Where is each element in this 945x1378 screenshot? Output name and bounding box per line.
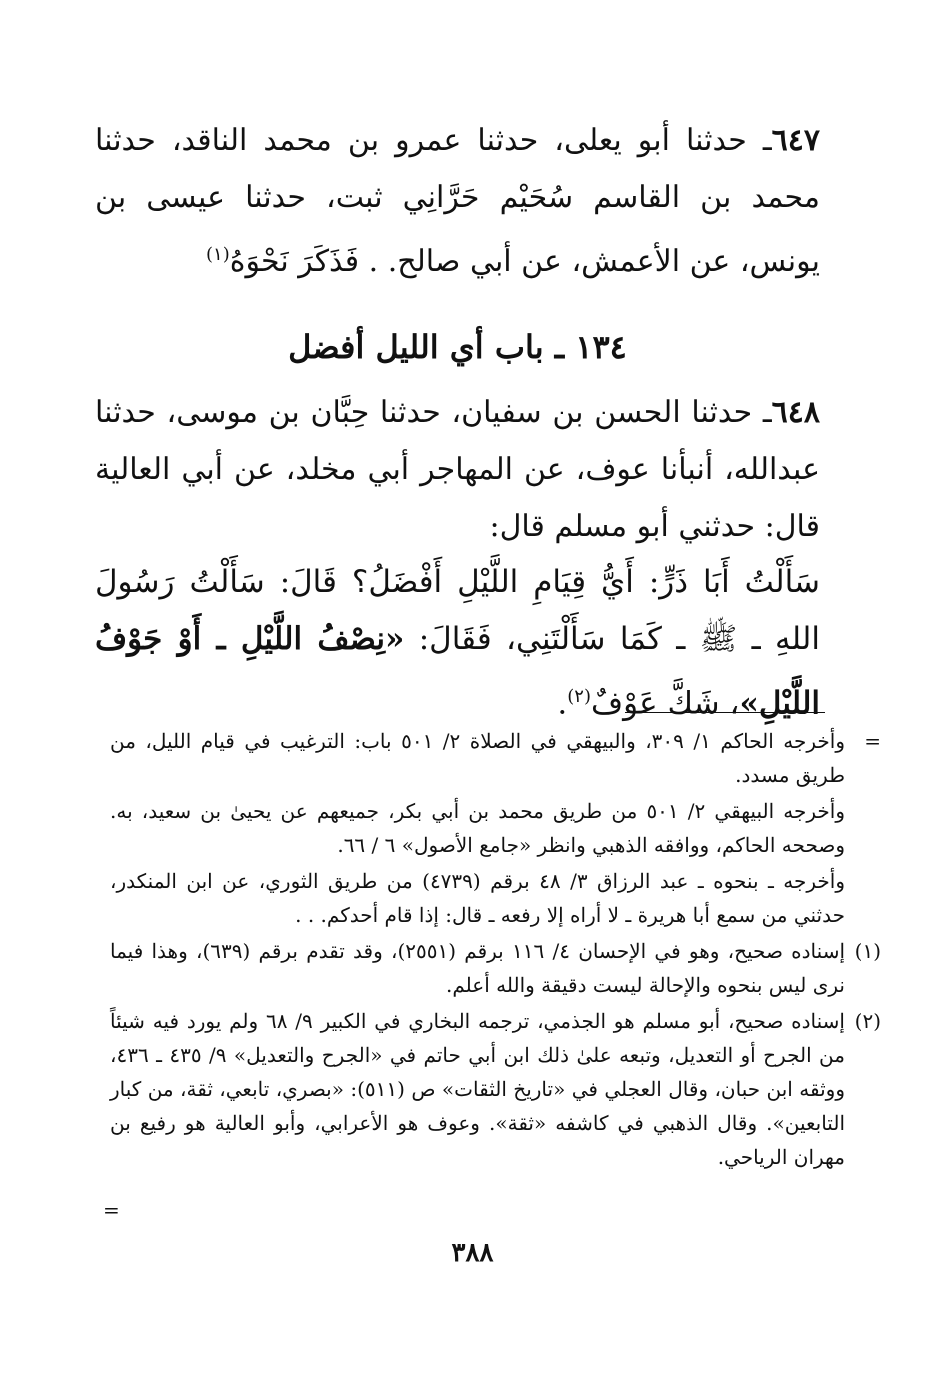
footnote-text: إسناده صحيح، وهو في الإحسان ٤/ ١١٦ برقم (٢٥٥١)، وقد تقدم برقم (٦٣٩)، وهذا فيما نرى ليس بنحوه والإحالة ليست دقيقة والله أعلم. (110, 939, 846, 997)
quote-prophet-words: «نِصْفُ اللَّيْلِ ـ أَوْ جَوْفُ اللَّيْلِ» (95, 621, 820, 722)
footnotes (110, 724, 881, 1176)
footnote-2 (110, 1004, 881, 1174)
page-number: ٣٨٨ (451, 1238, 494, 1268)
footnote-continuation-3 (110, 864, 845, 932)
quote-period: . (557, 685, 568, 722)
footnote-ref-2[interactable]: (٢) (567, 686, 591, 707)
footnote-1-mark: (١) (854, 939, 881, 963)
continuation-mark: = (864, 729, 881, 753)
hadith-647 (95, 112, 820, 290)
hadith-number: ٦٤٨ (771, 395, 820, 430)
footnote-continuation-2 (110, 794, 845, 862)
footnote-ref-1[interactable]: (١) (206, 244, 230, 265)
hadith-number: ٦٤٧ (771, 123, 820, 158)
footnote-text: وأخرجه البيهقي ٢/ ٥٠١ من طريق محمد بن أبي بكر، جميعهم عن يحيىٰ بن سعيد، به. وصححه الحاكم، ووافقه الذهبي وانظر «جامع الأصول» ٦ / ٦٦. (110, 799, 845, 857)
footnote-text: إسناده صحيح، أبو مسلم هو الجذمي، ترجمه البخاري في الكبير ٩/ ٦٨ ولم يورد فيه شيئاً من الجرح أو التعديل، وتبعه علىٰ ذلك ابن أبي حاتم في «الجرح والتعديل» ٩/ ٤٣٥ ـ ٤٣٦، ووثقه ابن حبان، وقال العجلي في «تاريخ الثقات» ص (٥١١): «بصري، تابعي، ثقة، من كبار التابعين». وقال الذهبي في كاشفه «ثقة». وعوف هو الأعرابي، وأبو العالية هو رفيع بن مهران الرياحي. (110, 1009, 845, 1169)
continues-mark: = (103, 1198, 120, 1222)
footnote-continuation-1 (110, 724, 881, 792)
footnote-2-mark: (٢) (854, 1009, 881, 1033)
hadith-text: ـ حدثنا أبو يعلى، حدثنا عمرو بن محمد الناقد، حدثنا محمد بن القاسم سُحَيْم حَرَّانِي ثبت، حدثنا عيسى بن يونس، عن الأعمش، عن أبي صالح. . فَذَكَرَ نَحْوَهُ (95, 123, 820, 279)
hadith-648-quote (95, 554, 820, 732)
footnote-divider (625, 712, 825, 713)
footnote-1 (110, 934, 881, 1002)
footnote-text: وأخرجه ـ بنحوه ـ عبد الرزاق ٣/ ٤٨ برقم (٤٧٣٩) من طريق الثوري، عن ابن المنكدر، حدثني من سمع أبا هريرة ـ لا أراه إلا رفعه ـ قال: إذا قام أحدكم. . . (110, 869, 845, 927)
chapter-title: ١٣٤ ـ باب أي الليل أفضل (288, 328, 627, 366)
quote-text-end: ، شَكَّ عَوْفٌ (591, 685, 740, 722)
hadith-text: ـ حدثنا الحسن بن سفيان، حدثنا حِبَّان بن موسى، حدثنا عبدالله، أنبأنا عوف، عن المهاجر أبي مخلد، عن أبي العالية قال: حدثني أبو مسلم قال: (95, 395, 820, 544)
footnote-text: وأخرجه الحاكم ١/ ٣٠٩، والبيهقي في الصلاة ٢/ ٥٠١ باب: الترغيب في قيام الليل، من طريق مسدد. (110, 729, 845, 787)
hadith-648 (95, 384, 820, 555)
quote-text: سَأَلْتُ أَبَا ذَرٍّ: أَيُّ قِيَامِ اللَّيْلِ أَفْضَلُ؟ قَالَ: سَأَلْتُ رَسُولَ اللهِ ـ ﷺ ـ كَمَا سَأَلْتَنِي، فَقَالَ: (95, 564, 820, 657)
